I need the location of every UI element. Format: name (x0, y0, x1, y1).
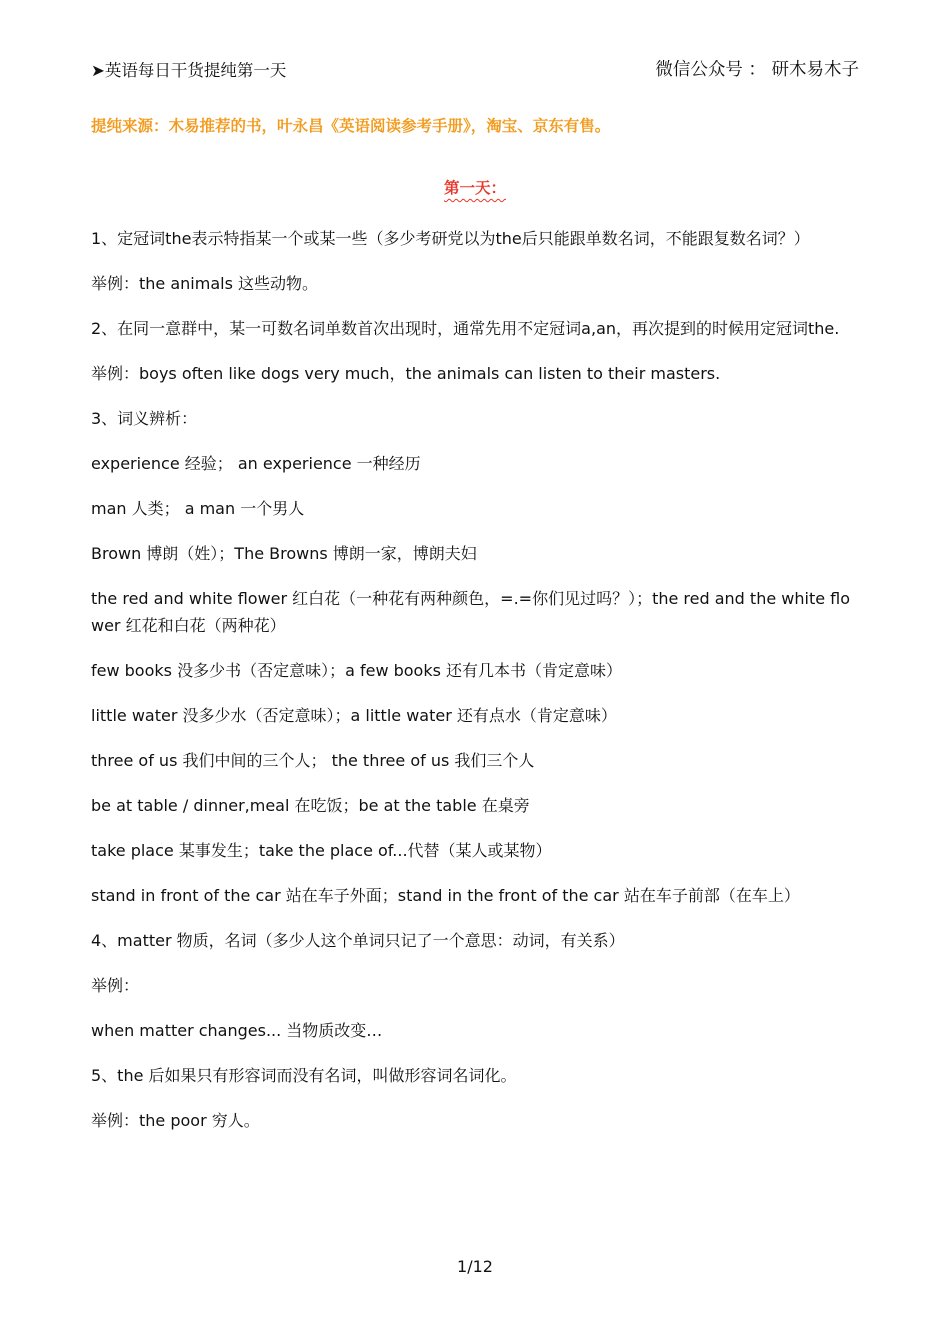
paragraph-5: 5、the 后如果只有形容词而没有名词，叫做形容词名词化。 (91, 1066, 517, 1085)
paragraph-4: 4、matter 物质，名词（多少人这个单词只记了一个意思：动词，有关系） (91, 931, 625, 950)
content-body (91, 225, 861, 1152)
vocab-take-place: take place 某事发生；take the place of...代替（某人或某物） (91, 841, 552, 860)
wechat-account-label: 微信公众号 ： 研木易木子 (655, 60, 859, 80)
example-5: 举例：the poor 穷人。 (91, 1111, 260, 1130)
vocab-man: man 人类； a man 一个男人 (91, 499, 305, 518)
vocab-at-table: be at table / dinner,meal 在吃饭；be at the table 在桌旁 (91, 796, 530, 815)
day-title (0, 176, 950, 200)
header-title: ➤英语每日干货提纯第一天 (91, 61, 287, 80)
vocab-front-of-car: stand in front of the car 站在车子外面；stand in the front of the car 站在车子前部（在车上） (91, 886, 800, 905)
paragraph-2: 2、在同一意群中，某一可数名词单数首次出现时，通常先用不定冠词a,an，再次提到的时候用定冠词the. (91, 319, 840, 338)
paragraph-1: 1、定冠词the表示特指某一个或某一些（多少考研党以为the后只能跟单数名词，不能跟复数名词？） (91, 229, 810, 248)
vocab-experience: experience 经验； an experience 一种经历 (91, 454, 421, 473)
example-2: 举例：boys often like dogs very much，the animals can listen to their masters. (91, 364, 721, 383)
paragraph-3: 3、词义辨析： (91, 409, 198, 428)
example-4-label: 举例： (91, 976, 140, 995)
example-4: when matter changes... 当物质改变… (91, 1021, 383, 1040)
vocab-red-white-flower: the red and white flower 红白花（一种花有两种颜色，=.=你们见过吗？）；the red and the white flower 红花和白花（两种花） (91, 589, 851, 635)
example-1: 举例：the animals 这些动物。 (91, 274, 318, 293)
vocab-few-books: few books 没多少书（否定意味）；a few books 还有几本书（肯定意味） (91, 661, 623, 680)
page-number: 1/12 (457, 1257, 493, 1276)
source-note: 提纯来源：木易推荐的书，叶永昌《英语阅读参考手册》，淘宝、京东有售。 (91, 117, 611, 135)
vocab-three-of-us: three of us 我们中间的三个人； the three of us 我们三个人 (91, 751, 535, 770)
vocab-little-water: little water 没多少水（否定意味）；a little water 还有点水（肯定意味） (91, 706, 617, 725)
day-title-text: 第一天： (443, 179, 506, 197)
vocab-brown: Brown 博朗（姓）；The Browns 博朗一家，博朗夫妇 (91, 544, 477, 563)
